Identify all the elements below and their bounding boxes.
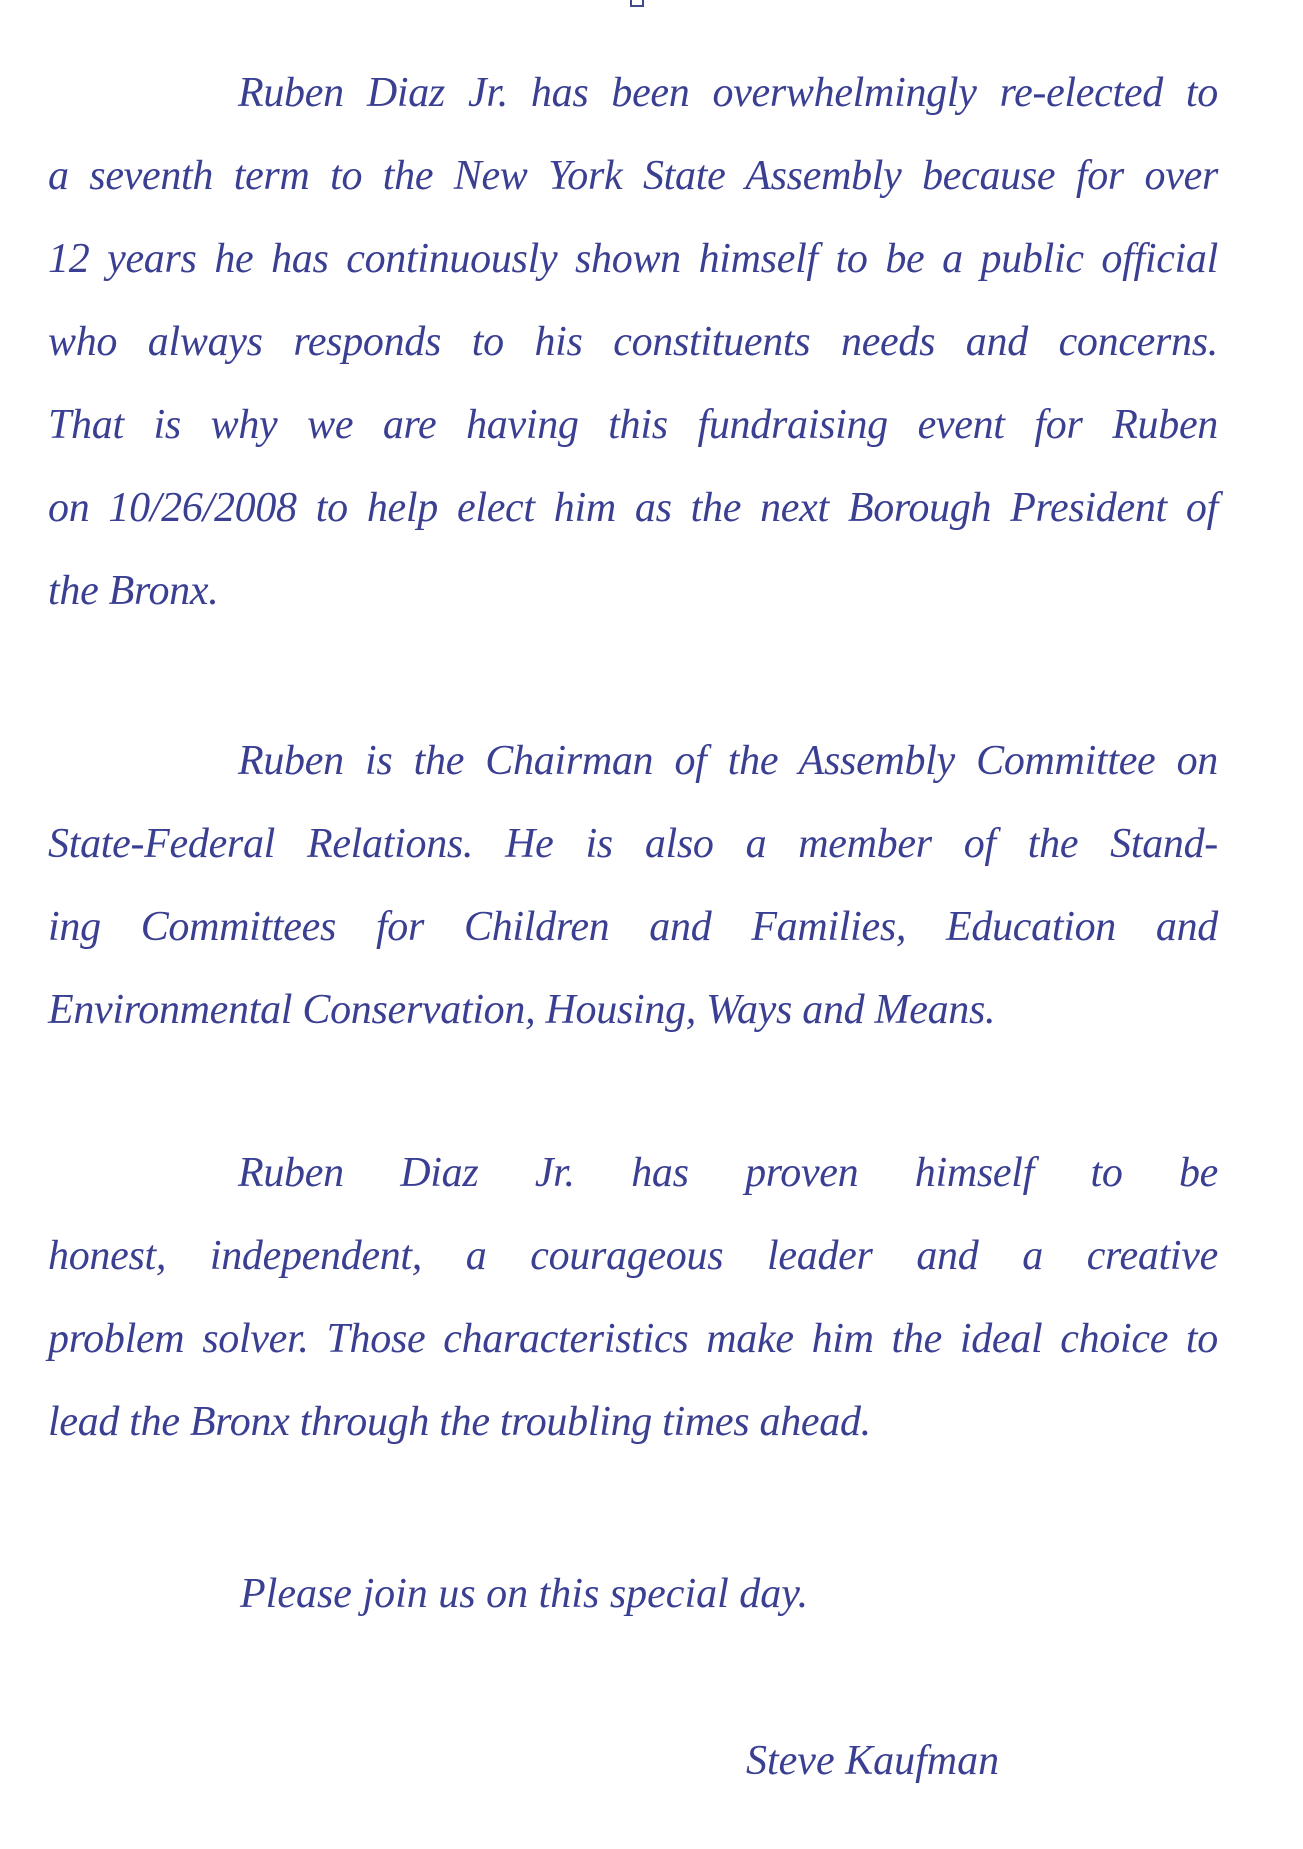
paragraph-line: Ruben is the Chairman of the Assembly Committee on [238, 738, 1218, 784]
paragraph-line: 12 years he has continuously shown himself to be a public official [48, 236, 1218, 282]
paragraph-line: honest, independent, a courageous leader and a creative [48, 1233, 1218, 1279]
paragraph-line: That is why we are having this fundraising event for Ruben [48, 402, 1218, 448]
paragraph-line: ing Committees for Children and Families, Education and [48, 904, 1218, 950]
paragraph-line: who always responds to his constituents needs and concerns. [48, 319, 1218, 365]
closing-line: Please join us on this special day. [240, 1571, 809, 1617]
paragraph-reelection [48, 52, 1218, 633]
page-top-mark [630, 0, 644, 7]
paragraph-committees [48, 720, 1218, 1052]
signature-name: Steve Kaufman [746, 1738, 1000, 1784]
paragraph-line: lead the Bronx through the troubling times ahead. [48, 1399, 871, 1445]
paragraph-line: problem solver. Those characteristics make him the ideal choice to [48, 1316, 1218, 1362]
paragraph-qualities [48, 1132, 1218, 1464]
paragraph-line: a seventh term to the New York State Assembly because for over [48, 153, 1218, 199]
paragraph-line: Ruben Diaz Jr. has proven himself to be [238, 1150, 1218, 1196]
paragraph-line: the Bronx. [48, 568, 219, 614]
paragraph-line: Environmental Conservation, Housing, Ways and Means. [48, 987, 996, 1033]
paragraph-line: State-Federal Relations. He is also a member of the Stand- [48, 821, 1218, 867]
paragraph-line: on 10/26/2008 to help elect him as the next Borough President of [48, 485, 1218, 531]
paragraph-line: Ruben Diaz Jr. has been overwhelmingly re-elected to [238, 70, 1218, 116]
